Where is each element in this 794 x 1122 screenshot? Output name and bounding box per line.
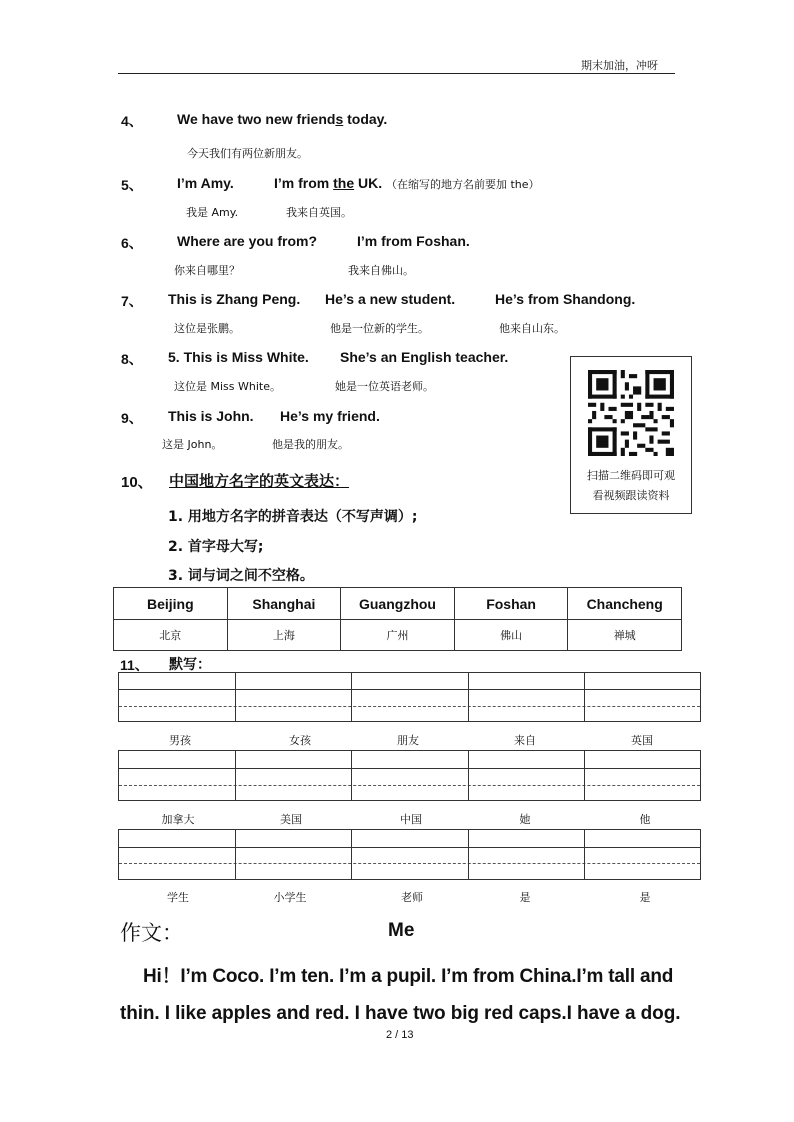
grid-divider [235, 751, 236, 800]
sentence-zh: 今天我们有两位新朋友。 [187, 147, 308, 160]
page-number: 2 / 13 [386, 1029, 414, 1041]
grid-label: 男孩 [169, 734, 191, 747]
grid-divider [235, 673, 236, 721]
grid-label: 朋友 [397, 734, 419, 747]
table-cell: 北京 [114, 620, 228, 651]
qr-caption-line: 看视频跟读资料 [592, 489, 670, 502]
rule-item: 3. 词与词之间不空格。 [168, 568, 314, 584]
item-number: 6、 [121, 235, 143, 251]
sentence-en: This is John. [168, 408, 254, 424]
sentence-zh: 这位是 Miss White。 [174, 380, 281, 393]
grid-label: 是 [519, 891, 531, 904]
composition-label: 作文： [120, 921, 183, 945]
grid-divider [235, 830, 236, 879]
grid-label: 老师 [401, 891, 423, 904]
grid-divider [351, 830, 352, 879]
sentence-zh: 他是一位新的学生。 [330, 322, 429, 335]
sentence-en: I’m from Foshan. [357, 233, 470, 249]
section-title: 默写： [169, 657, 211, 673]
writing-grid[interactable] [118, 672, 701, 722]
grid-divider [468, 673, 469, 721]
sentence-zh: 我是 Amy. [186, 206, 239, 219]
item-number: 4、 [121, 113, 143, 129]
sentence-zh: 他来自山东。 [499, 322, 565, 335]
grid-label: 他 [639, 813, 651, 826]
grid-line [119, 768, 700, 769]
sentence-en: She’s an English teacher. [340, 349, 509, 365]
writing-grid[interactable] [118, 829, 701, 880]
composition-line: thin. I like apples and red. I have two big red caps.I have a dog. [120, 1003, 681, 1024]
sentence-zh: 我来自佛山。 [348, 264, 414, 277]
composition-title: Me [388, 920, 415, 941]
sentence-zh: 这是 John。 [162, 438, 223, 451]
rule-item: 2. 首字母大写; [168, 539, 264, 555]
grammar-note: （在缩写的地方名前要加 the） [386, 178, 540, 191]
sentence-en: This is Zhang Peng. [168, 291, 301, 307]
grid-label: 英国 [631, 734, 653, 747]
item-number: 8、 [121, 351, 143, 367]
sentence-en: I’m Amy. [177, 175, 234, 191]
table-cell: Beijing [114, 588, 228, 620]
grid-divider [584, 673, 585, 721]
sentence-en: He’s my friend. [280, 408, 380, 424]
grid-label: 美国 [280, 813, 302, 826]
table-cell: 佛山 [454, 620, 568, 651]
composition-line: Hi！I’m Coco. I’m ten. I’m a pupil. I’m from China.I’m tall and [143, 966, 674, 987]
table-cell: Chancheng [568, 588, 682, 620]
grid-divider [351, 673, 352, 721]
section-title: 中国地方名字的英文表达： [169, 472, 350, 490]
table-cell: 禅城 [568, 620, 682, 651]
section-number: 10、 [121, 474, 153, 491]
grid-label: 是 [639, 891, 651, 904]
grid-label: 加拿大 [161, 813, 195, 826]
section-number: 11、 [120, 657, 149, 673]
grid-divider [351, 751, 352, 800]
table-cell: Foshan [454, 588, 568, 620]
item-number: 9、 [121, 410, 143, 426]
table-row [114, 620, 682, 651]
table-cell: 上海 [227, 620, 341, 651]
sentence-zh: 我来自英国。 [286, 206, 352, 219]
table-cell: Guangzhou [341, 588, 455, 620]
grid-dashed-line [119, 785, 700, 786]
sentence-zh: 他是我的朋友。 [272, 438, 349, 451]
grid-label: 女孩 [289, 734, 311, 747]
grid-divider [584, 751, 585, 800]
table-row [114, 588, 682, 620]
sentence-en: We have two new friends today. [177, 111, 388, 127]
table-cell: Shanghai [227, 588, 341, 620]
grid-divider [468, 830, 469, 879]
grid-line [119, 689, 700, 690]
place-names-table [113, 587, 682, 651]
grid-label: 小学生 [273, 891, 307, 904]
qr-code-icon[interactable] [588, 370, 674, 456]
grid-label: 学生 [167, 891, 189, 904]
sentence-en: He’s a new student. [325, 291, 456, 307]
qr-box [570, 356, 692, 514]
header-rule [118, 73, 675, 74]
sentence-zh: 她是一位英语老师。 [335, 380, 434, 393]
grid-divider [468, 751, 469, 800]
table-cell: 广州 [341, 620, 455, 651]
sentence-zh: 这位是张鹏。 [174, 322, 240, 335]
item-number: 5、 [121, 177, 143, 193]
sentence-en: I’m from the UK. [274, 175, 383, 191]
sentence-en: Where are you from? [177, 233, 318, 249]
grid-divider [584, 830, 585, 879]
header-text: 期末加油，冲呀 [581, 59, 658, 72]
rule-item: 1. 用地方名字的拼音表达（不写声调）; [168, 509, 418, 525]
grid-label: 来自 [514, 734, 536, 747]
writing-grid[interactable] [118, 750, 701, 801]
grid-dashed-line [119, 863, 700, 864]
grid-dashed-line [119, 706, 700, 707]
sentence-en: He’s from Shandong. [495, 291, 636, 307]
sentence-en: 5. This is Miss White. [168, 349, 309, 365]
item-number: 7、 [121, 293, 143, 309]
grid-label: 中国 [400, 813, 422, 826]
grid-label: 她 [519, 813, 531, 826]
qr-caption-line: 扫描二维码即可观 [587, 469, 675, 482]
sentence-zh: 你来自哪里？ [174, 264, 240, 277]
grid-line [119, 847, 700, 848]
